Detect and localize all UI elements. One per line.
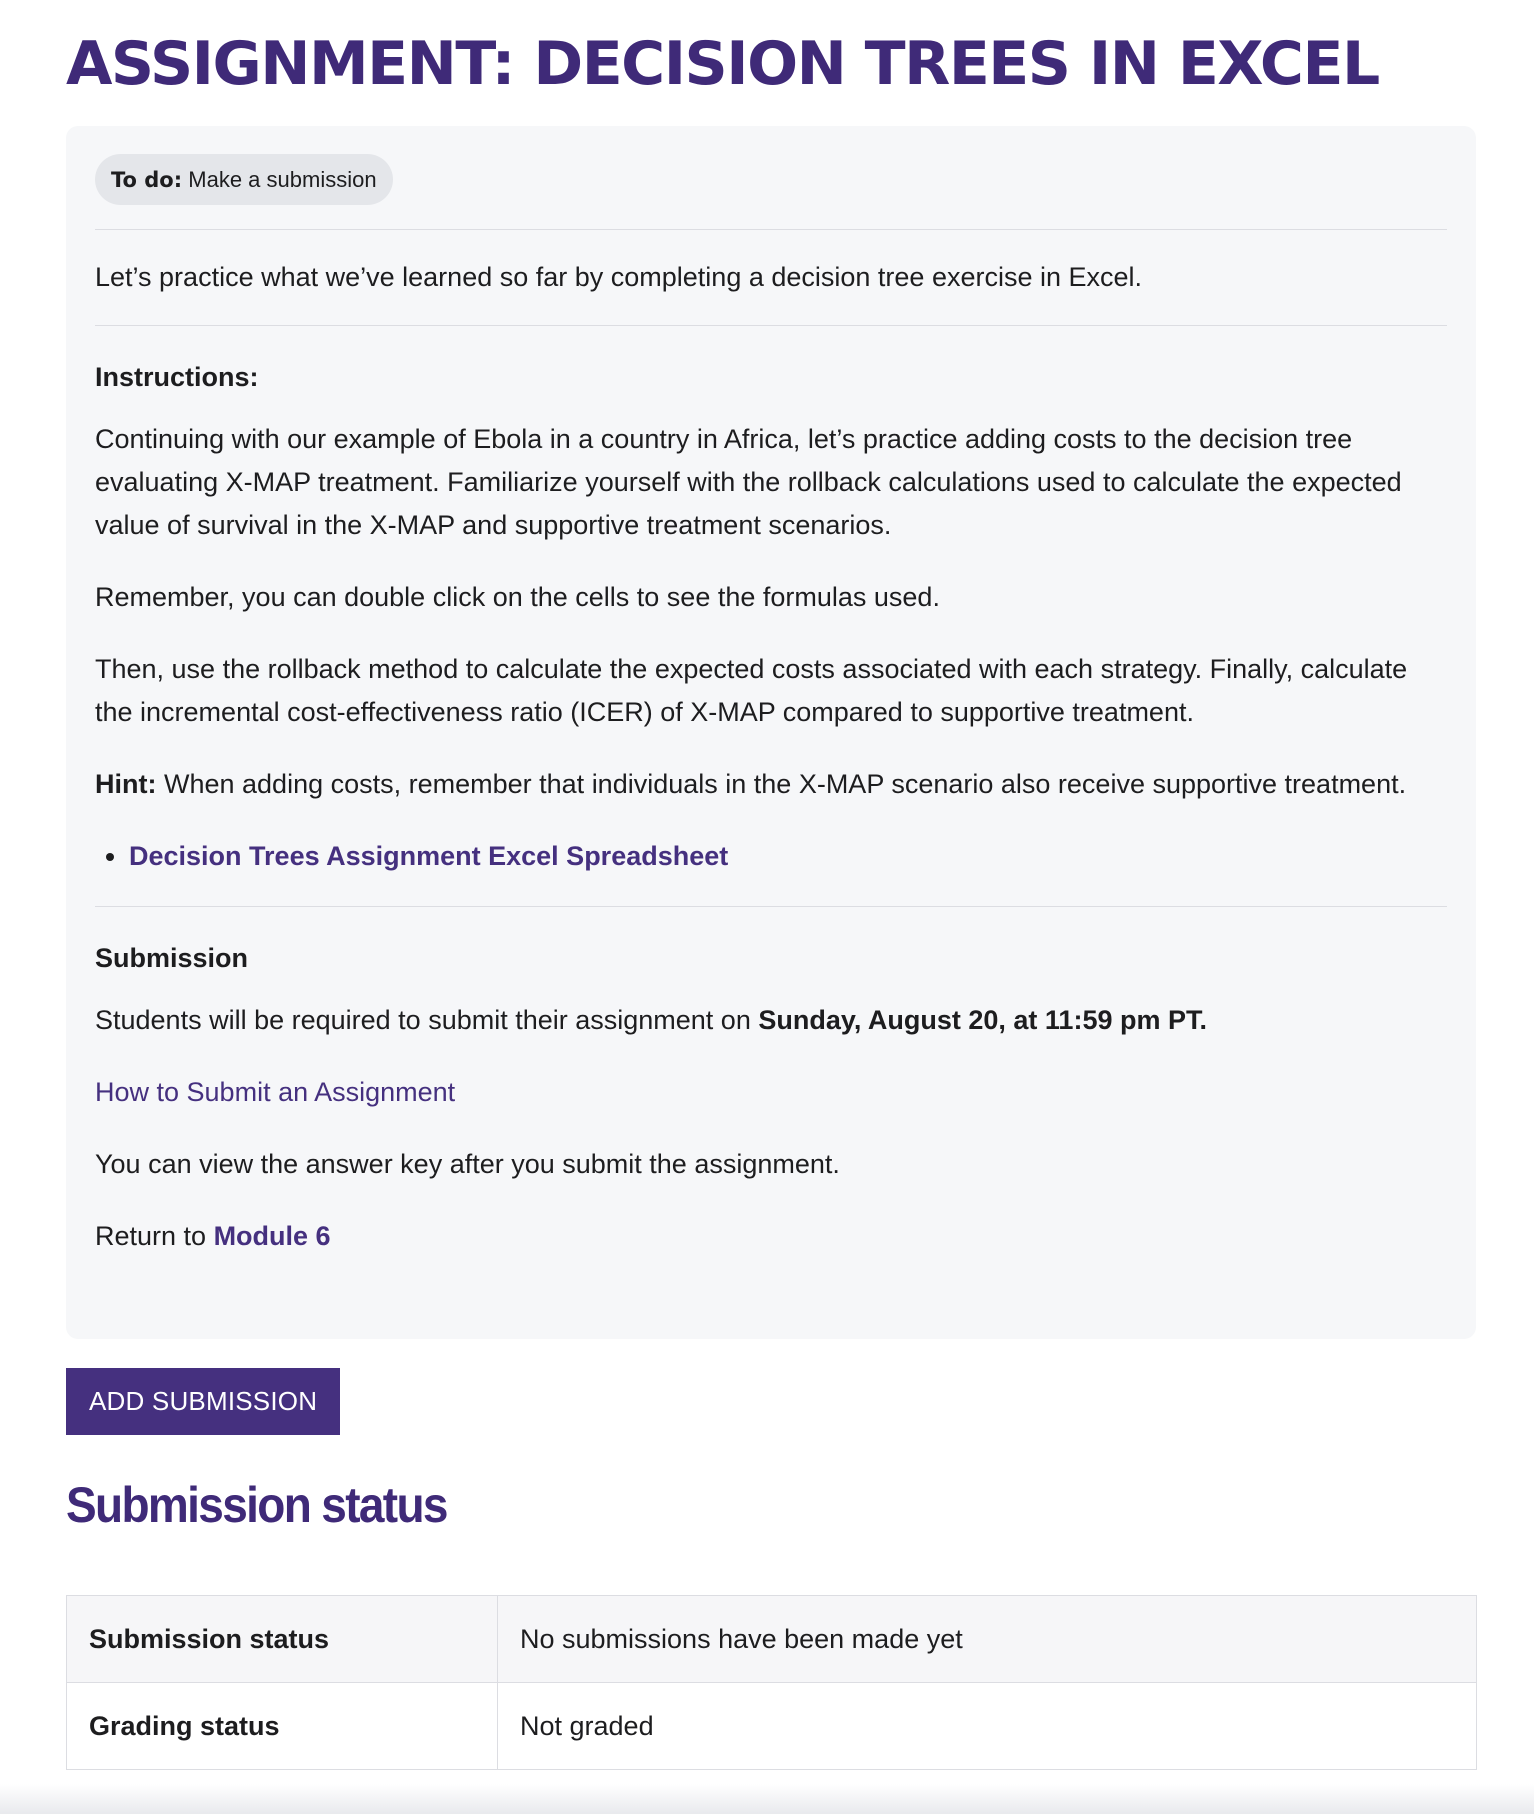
how-to-submit-paragraph	[95, 1071, 1447, 1114]
due-prefix: Students will be required to submit their assignment on	[95, 1005, 759, 1035]
assignment-page	[66, 0, 1476, 1770]
intro-text: Let’s practice what we’ve learned so far by completing a decision tree exercise in Excel.	[95, 262, 1143, 292]
todo-label: To do:	[111, 168, 183, 192]
submission-section	[95, 907, 1447, 1258]
submission-heading: Submission	[95, 943, 249, 973]
due-date: Sunday, August 20, at 11:59 pm PT.	[758, 1005, 1207, 1035]
todo-value: Make a submission	[188, 167, 377, 192]
how-to-submit-link[interactable]: How to Submit an Assignment	[95, 1077, 456, 1107]
due-date-text	[95, 999, 1447, 1042]
instructions-paragraph-1: Continuing with our example of Ebola in a country in Africa, let’s practice adding costs to the decision tree evaluating X-MAP treatment. Familiarize yourself with the rollback calculations used to calculate the expected value of survival in the X-MAP and supportive treatment scenarios.	[95, 424, 1402, 540]
return-paragraph	[95, 1215, 1447, 1258]
todo-badge	[95, 154, 393, 205]
answer-key-note: You can view the answer key after you submit the assignment.	[95, 1149, 840, 1179]
resource-links	[95, 835, 1447, 878]
hint-label: Hint:	[95, 769, 157, 799]
add-submission-button[interactable]: ADD SUBMISSION	[66, 1368, 340, 1435]
bottom-scroll-fade	[0, 1784, 1534, 1814]
instructions-paragraph-2: Remember, you can double click on the cells to see the formulas used.	[95, 582, 940, 612]
instructions-section	[95, 326, 1447, 878]
spreadsheet-link[interactable]: Decision Trees Assignment Excel Spreadsheet	[129, 841, 729, 871]
grading-label: Grading status	[67, 1683, 498, 1770]
return-prefix: Return to	[95, 1221, 214, 1251]
list-item	[129, 835, 1447, 878]
hint-paragraph	[95, 763, 1447, 806]
status-value: No submissions have been made yet	[498, 1596, 1477, 1683]
module-link[interactable]: Module 6	[213, 1221, 331, 1251]
instructions-heading: Instructions:	[95, 362, 259, 392]
submission-status-table	[66, 1595, 1477, 1770]
page-title: ASSIGNMENT: DECISION TREES IN EXCEL	[66, 29, 1379, 99]
instructions-paragraph-3: Then, use the rollback method to calculate the expected costs associated with each strategy. Finally, calculate the incremental cost-effectiveness ratio (ICER) of X-MAP compared to supportive treatment.	[95, 654, 1408, 727]
hint-text: When adding costs, remember that individuals in the X-MAP scenario also receive supportive treatment.	[156, 769, 1407, 799]
table-row	[67, 1596, 1477, 1683]
grading-value: Not graded	[498, 1683, 1477, 1770]
assignment-description-card	[66, 126, 1476, 1339]
submission-status-heading: Submission status	[66, 1477, 447, 1533]
table-row	[67, 1683, 1477, 1770]
status-label: Submission status	[67, 1596, 498, 1683]
